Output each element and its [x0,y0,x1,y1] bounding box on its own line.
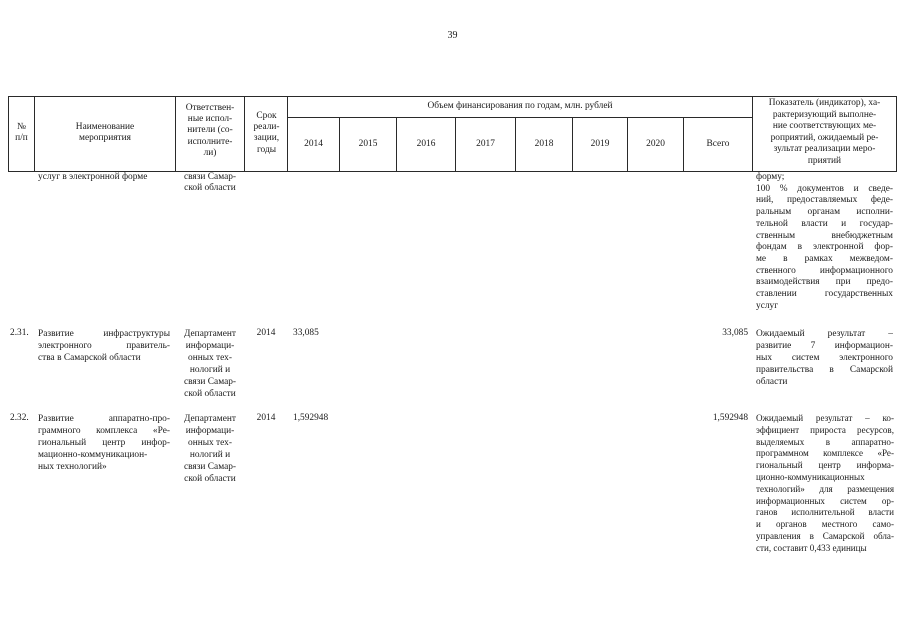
header-name: Наименование мероприятия [75,122,135,144]
header-year-2015: 2015 [358,139,378,149]
row-responsible: Департамент информаци- онных тех- нологий и связи Самар- ской области [183,329,237,399]
row-total: 33,085 [722,328,748,338]
row-indicator: форму; 100 % документов и сведе- ний, предоставляемых феде- ральным органам исполни- тельной власти и государ- ственным внебюджетным фондам в электронной фор- ме в рамках межведом- ственного информационного взаимодействия при предо- ставлении государственных услуг [756,172,893,311]
row-term: 2014 [256,328,276,338]
row-value-2014: 1,592948 [293,413,329,423]
row-name: Развитие аппаратно-про- граммного комплекса «Ре- гиональный центр инфор- мационно-коммуникацион- ных технологий» [38,414,170,472]
header-year-2017: 2017 [476,139,495,149]
header-funding-title: Объем финансирования по годам, млн. рублей [427,101,613,111]
header-year-2019: 2019 [590,139,610,149]
row-term: 2014 [256,413,276,423]
header-year-2014: 2014 [304,139,323,149]
header-year-2018: 2018 [534,139,554,149]
row-name: Развитие инфраструктуры электронного правитель- ства в Самарской области [38,329,170,363]
row-indicator: Ожидаемый результат – развитие 7 информацион- ных систем электронного правительства в Самарской области [756,329,893,387]
row-value-2014: 33,085 [293,328,319,338]
header-term: Срок реали- зации, годы [253,111,280,155]
row-responsible: Департамент информаци- онных тех- нологий и связи Самар- ской области [183,414,237,484]
row-number: 2.31. [10,328,29,338]
row-responsible: связи Самар- ской области [183,172,237,194]
row-indicator: Ожидаемый результат – ко- эффициент прироста ресурсов, выделяемых в аппаратно- программном комплексе «Ре- гиональный центр информа- ционно-коммуникационных технологий» для размещения информационных систем ор- ганов исполнительной власти и органов местного само- управления в Самарской обла- сти, составит 0,433 единицы [756,413,894,553]
page-number: 39 [447,30,458,41]
header-responsible: Ответствен- ные испол- нители (со- исполните- ли) [185,103,235,158]
row-total: 1,592948 [712,413,748,423]
header-num: № п/п [15,122,28,144]
header-year-2020: 2020 [646,139,665,149]
header-year-2016: 2016 [416,139,436,149]
row-name: услуг в электронной форме [38,172,148,182]
header-total: Всего [706,139,730,149]
header-indicator: Показатель (индикатор), ха- рактеризующий выполне- ние соответствующих ме- роприятий, ожидаемый ре- зультат реализации меро- приятий [768,98,881,166]
row-number: 2.32. [10,413,29,423]
